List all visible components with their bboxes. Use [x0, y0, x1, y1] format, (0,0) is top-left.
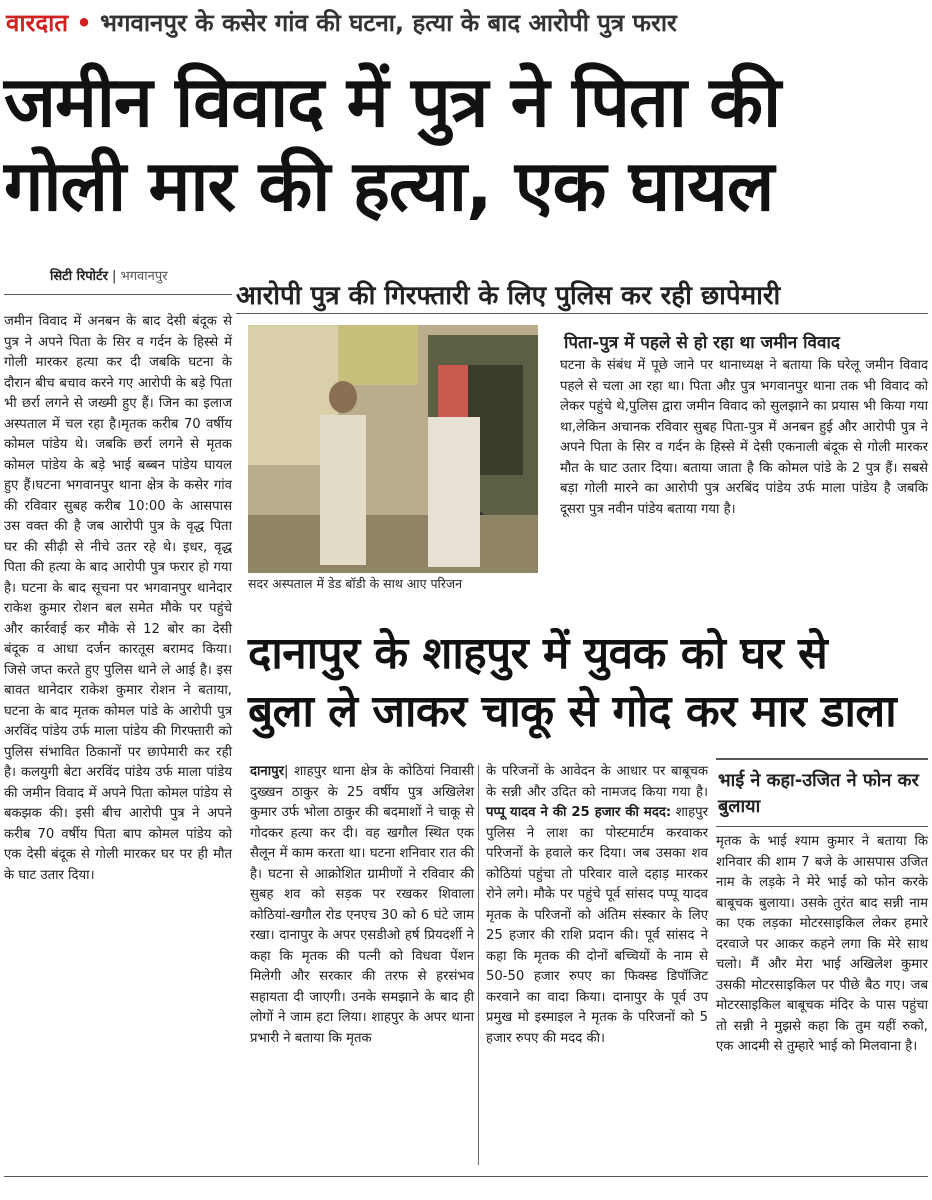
second-headline-line2: बुला ले जाकर चाकू से गोद कर मार डाला — [248, 686, 897, 737]
story2-col2-top: के परिजनों के आवेदन के आधार पर बाबूचक के सन्नी और उदित को नामजद किया गया है। — [486, 764, 708, 800]
byline-separator: | — [112, 269, 117, 284]
bottom-rule — [4, 1176, 928, 1177]
main-headline-line2: गोली मार की हत्या, एक घायल — [4, 145, 774, 227]
photo-caption: सदर अस्पताल में डेड बॉडी के साथ आए परिजन — [248, 576, 463, 591]
story2-column1 — [250, 762, 474, 1049]
kicker-bullet: • — [76, 9, 92, 37]
kicker — [6, 6, 677, 39]
main-headline-line1: जमीन विवाद में पुत्र ने पिता की — [4, 61, 781, 143]
story2-dateline: दानापुर — [250, 764, 285, 779]
box2-text: मृतक के भाई श्याम कुमार ने बताया कि शनिवार की शाम 7 बजे के आसपास उजित नाम के लड़के ने मेरे भाई को फोन करके बाबूचक बुलाया। उसके तुरंत बाद सन्नी नाम का एक लड़का मोटरसाइकिल लेकर हमारे दरवाजे पर आकर कहने लगा कि मेरे साथ चलो। मैं और मेरा भाई अखिलेश कुमार उसकी मोटरसाइकिल पर पीछे बैठ गए। जब मोटरसाइकिल बाबूचक मंदिर के पास पहुंचा तो सन्नी ने मुझसे कहा कि तुम यहीं रुको, एक आदमी से तुम्हारे भाई को मिलवाना है। — [716, 834, 928, 1054]
kicker-text: भगवानपुर के कसेर गांव की घटना, हत्या के बाद आरोपी पुत्र फरार — [100, 9, 677, 37]
kicker-tag: वारदात — [6, 9, 69, 37]
column-divider — [478, 765, 479, 1165]
story2-dateline-separator: | — [284, 764, 289, 779]
news-photo-illustration — [248, 325, 538, 573]
byline-reporter: सिटी रिपोर्टर — [50, 269, 108, 284]
story2-col1-text: शाहपुर थाना क्षेत्र के कोठियां निवासी दुख्खन ठाकुर के 25 वर्षीय पुत्र अखिलेश कुमार उर्फ भोला ठाकुर की बदमाशों ने चाकू से गोदकर हत्या कर दी। वह खगौल स्थित एक सैलून में काम करता था। घटना शनिवार रात की है। घटना से आक्रोशित ग्रामीणों ने रविवार की सुबह शव को सड़क पर रखकर शिवाला कोठियां-खगौल रोड एनएच 30 को 6 घंटे जाम रखा। दानापुर के अपर एसडीओ हर्ष प्रियदर्शी ने कहा कि मृतक की पत्नी को विधवा पेंशन मिलेगी और सरकार की तरफ से हरसंभव सहायता दी जाएगी। उनके समझाने के बाद ही लोगों ने जाम हटा लिया। शाहपुर के अपर थाना प्रभारी ने बताया कि मृतक — [250, 764, 474, 1046]
news-photo — [248, 325, 538, 573]
story2-col2-body: शाहपुर पुलिस ने लाश का पोस्टमार्टम करवाकर परिजनों के हवाले कर दिया। जब उसका शव कोठियां पहुंचा तो परिवार वाले दहाड़ मारकर रोने लगे। मौके पर पहुंचे पूर्व सांसद पप्पू यादव मृतक के परिजनों को अंतिम संस्कार के लिए 25 हजार की राशि प्रदान की। पूर्व सांसद ने कहा कि मृतक की दोनों बच्चियों के नाम से 50-50 हजार रुपए का फिक्स्ड डिपॉजिट करवाने का वादा किया। दानापुर के पूर्व उप प्रमुख मो इस्माइल ने मृतक के परिजनों को 5 हजार रुपए की मदद की। — [486, 805, 708, 1046]
story2-column2 — [486, 762, 708, 1049]
byline — [50, 266, 168, 284]
byline-location: भगवानपुर — [120, 269, 168, 284]
story1-column1: जमीन विवाद में अनबन के बाद देसी बंदूक से पुत्र ने अपने पिता के सिर व गर्दन के हिस्से में गोली मारकर हत्या कर दी जबकि घटना के दौरान बीच बचाव करने गए आरोपी के बड़े पिता भी छर्रा लगने से जख्मी हुए हैं। जिन का इलाज अस्पताल में चल रहा है।मृतक करीब 70 वर्षीय कोमल पांडेय थे। जबकि छर्रा लगने से मृतक कोमल पांडेय के बड़े भाई बब्बन पांडेय घायल हुए हैं।घटना भगवानपुर थाना क्षेत्र के कसेर गांव की रविवार सुबह करीब 10:00 के आसपास उस वक्त की है जब आरोपी पुत्र के वृद्ध पिता घर की सीढ़ी से नीचे उतर रहे थे। इधर, वृद्ध पिता की हत्या के बाद आरोपी पुत्र फरार हो गया है। घटना के बाद सूचना पर भगवानपुर थानेदार राकेश कुमार रोशन बल समेत मौके पर पहुंचे और कार्रवाई कर मौके से 12 बोर का देसी बंदूक व आधा दर्जन कारतूस बरामद किया। जिसे जप्त करते हुए पुलिस थाने ले आई है। इस बावत थानेदार राकेश कुमार रोशन ने बताया, घटना के बाद मृतक कोमल पांडे के आरोपी पुत्र अरविंद पांडेय उर्फ माला पांडेय की गिरफ्तारी को पुलिस संभावित ठिकानों पर छापेमारी कर रही है। कलयुगी बेटा अरविंद पांडेय उर्फ माला पांडेय की जमीन विवाद में अपने पिता कोमल पांडेय से बकझक की। इसी बीच आरोपी पुत्र ने अपने करीब 70 वर्षीय पिता बाप कोमल पांडेय को एक देसी बंदूक से गोली मारकर घर पर ही मौत के घाट उतार दिया। — [4, 314, 232, 883]
byline-rule — [4, 294, 232, 295]
subheadline: आरोपी पुत्र की गिरफ्तारी के लिए पुलिस कर रही छापेमारी — [236, 281, 781, 311]
second-headline — [248, 625, 928, 741]
second-headline-line1: दानापुर के शाहपुर में युवक को घर से — [248, 628, 828, 679]
box2-top-rule — [716, 758, 928, 760]
main-headline — [4, 60, 928, 228]
box1-text: घटना के संबंध में पूछे जाने पर थानाध्यक्ष ने बताया कि घरेलू जमीन विवाद पहले से चला आ रहा था। पिता औऱ पुत्र भगवानपुर थाना तक भी विवाद को लेकर पहुंचे थे,पुलिस द्वारा जमीन विवाद को सुलझाने का प्रयास भी किया गया था,लेकिन अचानक रविवार सुबह पिता-पुत्र में अनबन हुई और आरोपी पुत्र ने अपने पिता के सिर व गर्दन के हिस्से में देसी एकनाली बंदूक से गोली मारकर मौत के घाट उतार दिया। बताया जाता है कि कोमल पांडे के 2 पुत्र हैं। सबसे बड़ा गोली मारने का आरोपी पुत्र अरबिंद पांडेय उर्फ माला पांडेय है जबकि दूसरा पुत्र नवीन पांडेय बताया गया है। — [560, 358, 928, 517]
box2-heading-rule — [716, 826, 928, 827]
box2-heading: भाई ने कहा-उजित ने फोन कर बुलाया — [718, 770, 919, 817]
box1-heading: पिता-पुत्र में पहले से हो रहा था जमीन विवाद — [564, 333, 840, 353]
subheadline-rule — [236, 313, 928, 314]
story2-subhead: पप्पू यादव ने की 25 हजार की मदद: — [486, 805, 672, 820]
